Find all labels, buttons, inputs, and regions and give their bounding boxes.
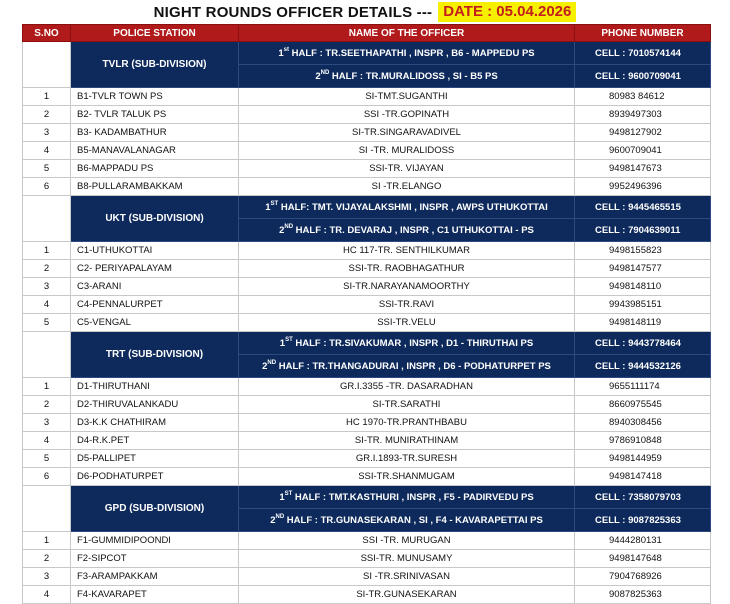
row-police-station: C4-PENNALURPET	[71, 296, 239, 314]
row-officer-name: SSI-TR.VELU	[239, 314, 575, 332]
row-sno: 4	[23, 432, 71, 450]
half-officer-text: HALF : TR.THANGADURAI , INSPR , D6 - PODHATURPET PS	[276, 360, 551, 372]
row-officer-name: SI-TR.GUNASEKARAN	[239, 586, 575, 604]
half-officer-cell	[239, 509, 575, 532]
table-row	[23, 278, 711, 296]
row-police-station: B3- KADAMBATHUR	[71, 124, 239, 142]
table-row	[23, 106, 711, 124]
table-row	[23, 160, 711, 178]
row-officer-name: SSI-TR. RAOBHAGATHUR	[239, 260, 575, 278]
half-officer-text: HALF : TR. DEVARAJ , INSPR , C1 UTHUKOTTAI - PS	[293, 224, 534, 236]
half-officer-cell	[239, 65, 575, 88]
subdivision-name: TRT (SUB-DIVISION)	[71, 332, 239, 378]
row-sno: 3	[23, 568, 71, 586]
row-sno: 6	[23, 468, 71, 486]
half-officer-text: HALF: TMT. VIJAYALAKSHMI , INSPR , AWPS UTHUKOTTAI	[278, 201, 548, 213]
row-sno: 1	[23, 88, 71, 106]
half-cell-number: CELL : 7010574144	[575, 42, 711, 65]
row-officer-name: SI -TR. MURALIDOSS	[239, 142, 575, 160]
row-officer-name: SSI-TR. VIJAYAN	[239, 160, 575, 178]
half-ordinal-suffix: ST	[285, 336, 293, 343]
row-phone-number: 8660975545	[575, 396, 711, 414]
row-police-station: D6-PODHATURPET	[71, 468, 239, 486]
subdivision-blank-cell	[23, 332, 71, 378]
half-officer-text: HALF : TR.MURALIDOSS , SI - B5 PS	[329, 70, 498, 82]
half-cell-number: CELL : 9444532126	[575, 355, 711, 378]
row-officer-name: HC 1970-TR.PRANTHBABU	[239, 414, 575, 432]
row-phone-number: 9655111174	[575, 378, 711, 396]
half-officer-cell	[239, 332, 575, 355]
row-police-station: C2- PERIYAPALAYAM	[71, 260, 239, 278]
row-police-station: B1-TVLR TOWN PS	[71, 88, 239, 106]
half-officer-text: HALF : TR.SIVAKUMAR , INSPR , D1 - THIRUTHAI PS	[292, 337, 534, 349]
half-officer-cell	[239, 219, 575, 242]
half-ordinal: 2	[262, 360, 268, 372]
half-ordinal: 2	[315, 70, 321, 82]
half-ordinal-suffix: ND	[275, 513, 285, 520]
row-police-station: F2-SIPCOT	[71, 550, 239, 568]
row-officer-name: SI -TR.SRINIVASAN	[239, 568, 575, 586]
row-sno: 3	[23, 124, 71, 142]
half-ordinal-suffix: ST	[284, 490, 293, 497]
row-phone-number: 9786910848	[575, 432, 711, 450]
half-officer-cell	[239, 196, 575, 219]
row-phone-number: 7904768926	[575, 568, 711, 586]
row-police-station: B8-PULLARAMBAKKAM	[71, 178, 239, 196]
table-row	[23, 586, 711, 604]
row-sno: 5	[23, 314, 71, 332]
row-sno: 5	[23, 160, 71, 178]
subdivision-blank-cell	[23, 196, 71, 242]
row-police-station: D4-R.K.PET	[71, 432, 239, 450]
half-cell-number: CELL : 9087825363	[575, 509, 711, 532]
subdivision-row	[23, 486, 711, 509]
row-police-station: D3-K.K CHATHIRAM	[71, 414, 239, 432]
row-police-station: C5-VENGAL	[71, 314, 239, 332]
row-phone-number: 80983 84612	[575, 88, 711, 106]
half-ordinal-suffix: ND	[284, 223, 294, 230]
table-row	[23, 432, 711, 450]
half-ordinal-suffix: ND	[267, 359, 277, 366]
title-text: NIGHT ROUNDS OFFICER DETAILS ---	[153, 3, 433, 21]
row-sno: 4	[23, 586, 71, 604]
table-row	[23, 414, 711, 432]
row-phone-number: 9498147648	[575, 550, 711, 568]
row-officer-name: SSI -TR. MURUGAN	[239, 532, 575, 550]
row-phone-number: 9498127902	[575, 124, 711, 142]
half-officer-text: HALF : TR.GUNASEKARAN , SI , F4 - KAVARAPETTAI PS	[284, 514, 543, 526]
row-police-station: F3-ARAMPAKKAM	[71, 568, 239, 586]
table-row	[23, 396, 711, 414]
half-ordinal: 1	[279, 491, 285, 503]
table-row	[23, 88, 711, 106]
row-sno: 4	[23, 142, 71, 160]
subdivision-blank-cell	[23, 42, 71, 88]
row-phone-number: 8939497303	[575, 106, 711, 124]
table-row	[23, 242, 711, 260]
half-ordinal: 1	[265, 201, 271, 213]
half-cell-number: CELL : 9445465515	[575, 196, 711, 219]
table-row	[23, 532, 711, 550]
row-officer-name: SI -TR.ELANGO	[239, 178, 575, 196]
table-row	[23, 314, 711, 332]
subdivision-row	[23, 42, 711, 65]
row-sno: 1	[23, 242, 71, 260]
table-row	[23, 378, 711, 396]
table-row	[23, 450, 711, 468]
row-phone-number: 9498147673	[575, 160, 711, 178]
row-phone-number: 9498144959	[575, 450, 711, 468]
row-sno: 2	[23, 550, 71, 568]
half-ordinal-suffix: ST	[270, 200, 279, 207]
table-header-row	[23, 25, 711, 42]
table-row	[23, 568, 711, 586]
row-officer-name: SSI -TR.GOPINATH	[239, 106, 575, 124]
row-police-station: D2-THIRUVALANKADU	[71, 396, 239, 414]
page-title	[0, 0, 730, 24]
row-police-station: D5-PALLIPET	[71, 450, 239, 468]
row-sno: 1	[23, 378, 71, 396]
table-row	[23, 550, 711, 568]
subdivision-row	[23, 196, 711, 219]
row-police-station: C1-UTHUKOTTAI	[71, 242, 239, 260]
row-officer-name: SI-TR.SINGARAVADIVEL	[239, 124, 575, 142]
row-officer-name: SI-TR.SARATHI	[239, 396, 575, 414]
row-sno: 4	[23, 296, 71, 314]
half-officer-cell	[239, 42, 575, 65]
half-officer-cell	[239, 486, 575, 509]
half-officer-text: HALF : TMT.KASTHURI , INSPR , F5 - PADIRVEDU PS	[292, 491, 534, 503]
half-ordinal: 1	[279, 337, 286, 349]
table-body	[23, 42, 711, 604]
officer-table	[22, 24, 711, 604]
row-police-station: C3-ARANI	[71, 278, 239, 296]
row-sno: 1	[23, 532, 71, 550]
row-phone-number: 9444280131	[575, 532, 711, 550]
row-officer-name: SI-TR. MUNIRATHINAM	[239, 432, 575, 450]
row-police-station: B5-MANAVALANAGAR	[71, 142, 239, 160]
row-officer-name: HC 117-TR. SENTHILKUMAR	[239, 242, 575, 260]
row-officer-name: SSI-TR. MUNUSAMY	[239, 550, 575, 568]
subdivision-blank-cell	[23, 486, 71, 532]
row-police-station: F4-KAVARAPET	[71, 586, 239, 604]
half-cell-number: CELL : 9600709041	[575, 65, 711, 88]
header-police-station: POLICE STATION	[71, 25, 239, 42]
header-phone-number: PHONE NUMBER	[575, 25, 711, 42]
row-phone-number: 9087825363	[575, 586, 711, 604]
row-officer-name: SSI-TR.SHANMUGAM	[239, 468, 575, 486]
half-cell-number: CELL : 7358079703	[575, 486, 711, 509]
row-sno: 2	[23, 260, 71, 278]
row-phone-number: 8940308456	[575, 414, 711, 432]
row-phone-number: 9952496396	[575, 178, 711, 196]
row-sno: 3	[23, 278, 71, 296]
half-ordinal-suffix: st	[283, 46, 290, 53]
table-row	[23, 296, 711, 314]
header-sno: S.NO	[23, 25, 71, 42]
row-police-station: B2- TVLR TALUK PS	[71, 106, 239, 124]
table-row	[23, 260, 711, 278]
table-row	[23, 124, 711, 142]
row-officer-name: SSI-TR.RAVI	[239, 296, 575, 314]
half-ordinal: 2	[279, 224, 285, 236]
row-sno: 6	[23, 178, 71, 196]
header-officer-name: NAME OF THE OFFICER	[239, 25, 575, 42]
row-phone-number: 9498155823	[575, 242, 711, 260]
row-sno: 2	[23, 396, 71, 414]
half-officer-text: HALF : TR.SEETHAPATHI , INSPR , B6 - MAPPEDU PS	[289, 47, 535, 59]
row-sno: 2	[23, 106, 71, 124]
half-cell-number: CELL : 9443778464	[575, 332, 711, 355]
row-sno: 5	[23, 450, 71, 468]
half-officer-cell	[239, 355, 575, 378]
row-officer-name: SI-TR.NARAYANAMOORTHY	[239, 278, 575, 296]
row-phone-number: 9600709041	[575, 142, 711, 160]
subdivision-row	[23, 332, 711, 355]
row-sno: 3	[23, 414, 71, 432]
half-ordinal: 2	[270, 514, 276, 526]
row-phone-number: 9498147418	[575, 468, 711, 486]
title-date: DATE : 05.04.2026	[438, 2, 576, 22]
table-row	[23, 468, 711, 486]
row-police-station: F1-GUMMIDIPOONDI	[71, 532, 239, 550]
half-cell-number: CELL : 7904639011	[575, 219, 711, 242]
row-officer-name: SI-TMT.SUGANTHI	[239, 88, 575, 106]
table-row	[23, 142, 711, 160]
row-phone-number: 9943985151	[575, 296, 711, 314]
row-police-station: B6-MAPPADU PS	[71, 160, 239, 178]
row-phone-number: 9498147577	[575, 260, 711, 278]
row-officer-name: GR.I.3355 -TR. DASARADHAN	[239, 378, 575, 396]
row-phone-number: 9498148110	[575, 278, 711, 296]
half-ordinal: 1	[278, 47, 284, 59]
table-row	[23, 178, 711, 196]
row-phone-number: 9498148119	[575, 314, 711, 332]
row-police-station: D1-THIRUTHANI	[71, 378, 239, 396]
subdivision-name: TVLR (SUB-DIVISION)	[71, 42, 239, 88]
subdivision-name: GPD (SUB-DIVISION)	[71, 486, 239, 532]
half-ordinal-suffix: ND	[320, 69, 330, 76]
subdivision-name: UKT (SUB-DIVISION)	[71, 196, 239, 242]
row-officer-name: GR.I.1893-TR.SURESH	[239, 450, 575, 468]
